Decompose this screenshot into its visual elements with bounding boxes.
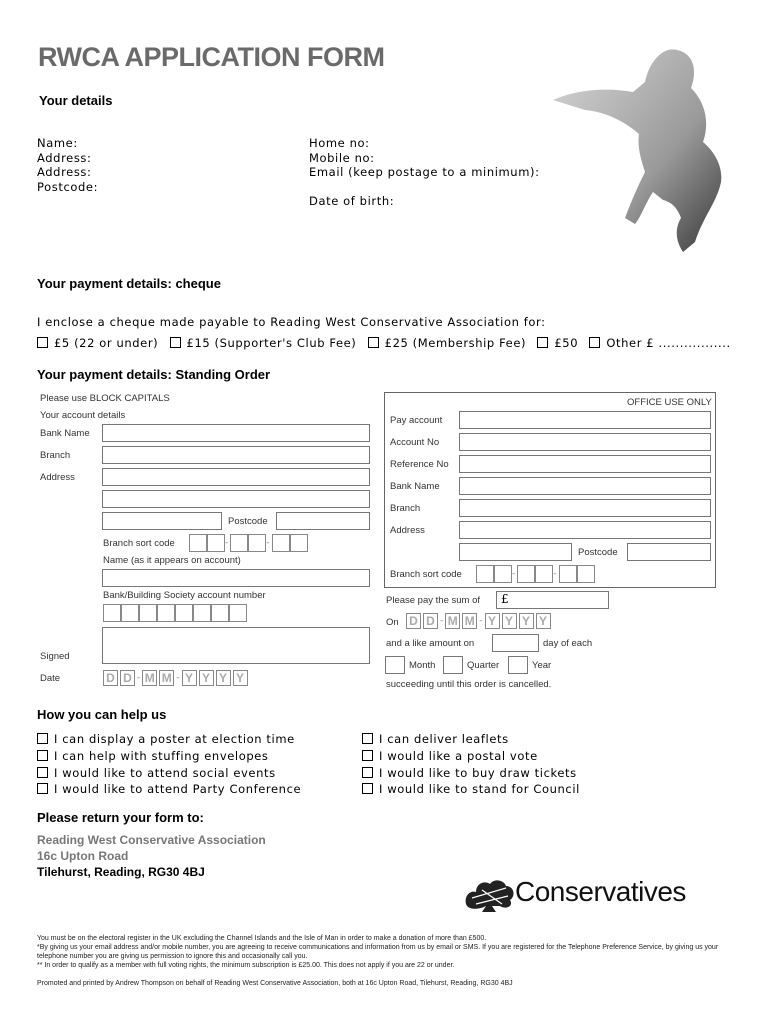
char-box[interactable] [230,534,248,552]
office-postcode-input[interactable] [627,543,711,561]
checkbox[interactable] [37,767,48,778]
return-address-line-1: Reading West Conservative Association [37,833,266,847]
footnote-3: ** In order to qualify as a member with full voting rights, the minimum subscription is £25.00. This does not apply if you are 22 or under. [37,962,455,969]
char-box[interactable] [535,565,553,583]
cheque-text: I enclose a cheque made payable to Reading West Conservative Association for: [37,315,546,329]
account-name-label: Name (as it appears on account) [103,555,241,566]
email-field-label[interactable]: Email (keep postage to a minimum): [309,165,540,179]
branch-input[interactable] [102,446,370,464]
address-field-label[interactable]: Address: [37,150,92,165]
like-amount-label: and a like amount on [386,638,475,649]
cheque-option-other[interactable]: Other £ ................. [589,336,730,350]
postcode-input[interactable] [276,512,370,530]
date-char[interactable]: D [120,670,135,686]
address-input-2[interactable] [102,490,370,508]
account-no-input[interactable] [459,433,711,451]
office-branch-label: Branch [390,503,421,514]
return-heading: Please return your form to: [37,810,204,825]
char-box[interactable] [193,604,211,622]
quarter-checkbox[interactable] [443,656,463,674]
address-input-3[interactable] [102,512,222,530]
start-date-boxes[interactable]: D D - M M - Y Y Y Y [406,613,553,629]
cheque-option-25[interactable]: £25 (Membership Fee) [368,336,526,350]
office-sort-code-label: Branch sort code [390,569,462,580]
conservatives-logo-text: Conservatives [515,876,686,907]
year-label: Year [532,660,552,671]
checkbox[interactable] [362,733,373,744]
office-address-input-2[interactable] [459,543,572,561]
day-of-each-label: day of each [543,638,593,649]
account-number-boxes[interactable] [103,604,247,622]
char-box[interactable] [189,534,207,552]
year-checkbox[interactable] [508,656,528,674]
char-box[interactable] [139,604,157,622]
char-box[interactable] [272,534,290,552]
help-option-leaflets[interactable]: I can deliver leaflets [362,731,580,748]
help-option-social[interactable]: I would like to attend social events [37,765,301,782]
address-label: Address [40,472,75,483]
personal-fields-right [309,136,540,180]
return-address-line-2: 16c Upton Road [37,849,129,863]
reference-no-input[interactable] [459,455,711,473]
pay-account-label: Pay account [390,415,443,426]
cheque-option-50[interactable]: £50 [537,336,578,350]
personal-fields-left [37,136,98,194]
office-bank-name-label: Bank Name [390,481,440,492]
signed-label: Signed [40,651,70,662]
help-options-left [37,731,301,798]
date-char[interactable]: Y [536,613,551,629]
office-postcode-label: Postcode [578,547,618,558]
char-box[interactable] [290,534,308,552]
char-box[interactable] [229,604,247,622]
help-option-conference[interactable]: I would like to attend Party Conference [37,781,301,798]
date-char[interactable]: M [142,670,157,686]
date-char[interactable]: M [159,670,174,686]
account-no-label: Account No [390,437,440,448]
pay-account-input[interactable] [459,411,711,429]
account-name-input[interactable] [102,569,370,587]
name-field-label[interactable]: Name: [37,136,78,150]
signature-input[interactable] [102,627,370,664]
office-branch-input[interactable] [459,499,711,517]
quarter-label: Quarter [467,660,500,671]
checkbox[interactable] [37,783,48,794]
date-char[interactable]: Y [502,613,517,629]
your-details-heading: Your details [39,93,113,108]
checkbox[interactable] [589,337,600,348]
sort-code-label: Branch sort code [103,538,175,549]
branch-label: Branch [40,450,71,461]
account-details-label: Your account details [40,410,126,421]
date-char[interactable]: D [103,670,118,686]
help-option-draw-tickets[interactable]: I would like to buy draw tickets [362,765,580,782]
help-option-council[interactable]: I would like to stand for Council [362,781,580,798]
standing-order-heading: Your payment details: Standing Order [37,367,271,382]
office-sort-code-boxes[interactable]: - - [476,565,595,583]
char-box[interactable] [103,604,121,622]
date-char[interactable]: Y [485,613,500,629]
help-option-envelopes[interactable]: I can help with stuffing envelopes [37,748,301,765]
checkbox[interactable] [37,733,48,744]
date-of-birth-field-label[interactable]: Date of birth: [309,194,395,208]
date-char[interactable]: M [445,613,460,629]
month-label: Month [409,660,436,671]
char-box[interactable] [157,604,175,622]
checkbox[interactable] [170,337,181,348]
succeeding-note: succeeding until this order is cancelled. [386,679,552,690]
return-address-line-3: Tilehurst, Reading, RG30 4BJ [37,865,205,879]
date-char[interactable]: Y [233,670,248,686]
date-char[interactable]: Y [519,613,534,629]
checkbox[interactable] [362,767,373,778]
sum-input[interactable]: £ [496,591,609,609]
office-address-input-1[interactable] [459,521,711,539]
cheque-options [37,336,738,351]
char-box[interactable] [476,565,494,583]
sum-label: Please pay the sum of [386,595,480,606]
office-address-label: Address [390,525,425,536]
sort-code-boxes[interactable]: - - [189,534,308,552]
oak-tree-logo-icon [462,874,516,914]
footnote-1: You must be on the electoral register in the UK excluding the Channel Islands and the Isle of Man in order to make a donation of more than £500. [37,935,487,942]
month-checkbox[interactable] [385,656,405,674]
block-capitals-note: Please use BLOCK CAPITALS [40,393,170,404]
date-char[interactable]: D [406,613,421,629]
account-number-label: Bank/Building Society account number [103,590,266,601]
jumping-person-image [545,42,735,257]
char-box[interactable] [494,565,512,583]
cheque-heading: Your payment details: cheque [37,276,221,291]
help-heading: How you can help us [37,707,167,722]
date-char[interactable]: Y [182,670,197,686]
footnotes [37,934,732,970]
date-char[interactable]: Y [199,670,214,686]
date-boxes[interactable]: D D - M M - Y Y Y Y [103,670,250,686]
char-box[interactable] [211,604,229,622]
help-option-poster[interactable]: I can display a poster at election time [37,731,301,748]
office-use-heading: OFFICE USE ONLY [627,397,712,408]
char-box[interactable] [248,534,266,552]
postcode-label: Postcode [228,516,268,527]
help-option-postal-vote[interactable]: I would like a postal vote [362,748,580,765]
checkbox[interactable] [537,337,548,348]
date-label: Date [40,673,61,684]
checkbox[interactable] [37,337,48,348]
checkbox[interactable] [362,750,373,761]
office-bank-name-input[interactable] [459,477,711,495]
cheque-option-15[interactable]: £15 (Supporter's Club Fee) [170,336,357,350]
form-title: RWCA APPLICATION FORM [38,42,385,72]
address-input-1[interactable] [102,468,370,486]
char-box[interactable] [121,604,139,622]
day-input[interactable] [492,634,539,652]
bank-name-label: Bank Name [40,428,90,439]
char-box[interactable] [175,604,193,622]
help-options-right [362,731,580,798]
reference-no-label: Reference No [390,459,449,470]
date-char[interactable]: M [462,613,477,629]
cheque-option-5[interactable]: £5 (22 or under) [37,336,158,350]
checkbox[interactable] [37,750,48,761]
postcode-field-label[interactable]: Postcode: [37,179,99,194]
char-box[interactable] [517,565,535,583]
char-box[interactable] [207,534,225,552]
return-address [37,832,266,880]
date-char[interactable]: Y [216,670,231,686]
char-box[interactable] [559,565,577,583]
footnote-2: *By giving us your email address and/or mobile number, you are agreeing to receive communications and information from us by email or SMS. If you are registered for the Telephone Preference Service, by giving us your telephone number you are giving us permission to ignore this and occasionally call you. [37,944,719,960]
bank-name-input[interactable] [102,424,370,442]
checkbox[interactable] [362,783,373,794]
checkbox[interactable] [368,337,379,348]
promoted-by-text: Promoted and printed by Andrew Thompson on behalf of Reading West Conservative Association, both at 16c Upton Road, Tilehurst, Reading, RG30 4BJ [37,980,513,987]
home-no-field-label[interactable]: Home no: [309,136,370,150]
date-char[interactable]: D [423,613,438,629]
on-label: On [386,617,399,628]
address-field-label-2[interactable]: Address: [37,165,92,179]
char-box[interactable] [577,565,595,583]
mobile-no-field-label[interactable]: Mobile no: [309,150,375,165]
